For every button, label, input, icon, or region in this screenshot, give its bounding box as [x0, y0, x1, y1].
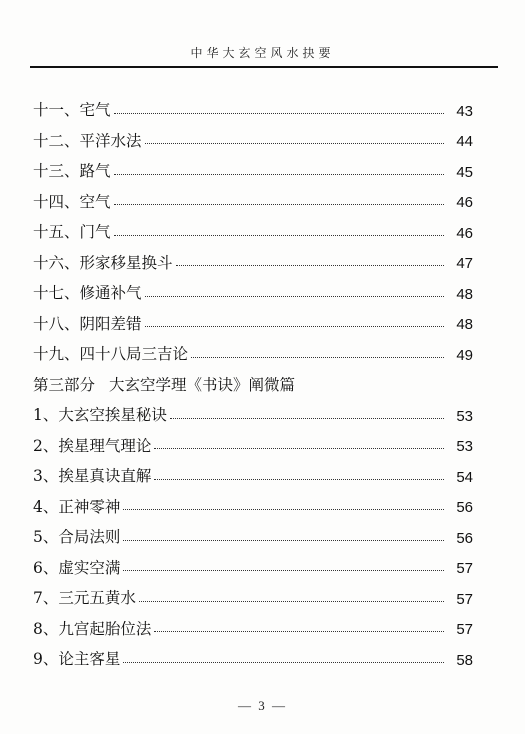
toc-entry — [33, 149, 473, 180]
toc-entry-title: 四十八局三吉论 — [79, 345, 189, 363]
toc-entry-page: 54 — [456, 468, 473, 486]
toc-entry-page: 56 — [456, 499, 473, 516]
toc-entry-title: 阴阳差错 — [79, 314, 142, 333]
toc-entry-title: 论主客星 — [58, 650, 121, 668]
toc-entry — [33, 88, 473, 119]
toc-entry-title: 路气 — [79, 162, 111, 180]
dot-leader — [114, 235, 444, 236]
section-label: 第三部分 — [33, 375, 96, 394]
dot-leader — [154, 448, 444, 449]
dot-leader — [154, 479, 444, 480]
toc-entry — [33, 637, 473, 668]
toc-entry-number: 1、 — [33, 406, 59, 424]
toc-entry-number: 5、 — [33, 528, 59, 546]
toc-entry-title: 挨星理气理论 — [58, 436, 152, 455]
toc-entry-number: 8、 — [33, 619, 59, 638]
toc-entry-page: 45 — [456, 163, 473, 181]
toc-entry-number: 十七、 — [33, 284, 80, 302]
toc-entry — [33, 515, 473, 546]
table-of-contents — [33, 88, 473, 668]
toc-entry-title: 空气 — [79, 192, 111, 211]
toc-entry-page: 47 — [456, 255, 473, 272]
toc-entry-number: 2、 — [33, 436, 59, 455]
dot-leader — [123, 570, 444, 571]
toc-entry-title: 修通补气 — [79, 284, 142, 302]
toc-entry-number: 十八、 — [33, 314, 80, 333]
toc-entry — [33, 607, 473, 638]
toc-entry-page: 56 — [456, 529, 473, 547]
toc-entry-title: 宅气 — [79, 101, 111, 119]
toc-entry — [33, 180, 473, 211]
toc-entry — [33, 302, 473, 333]
section-title: 大玄空学理《书诀》阐微篇 — [109, 375, 296, 394]
toc-entry-title: 正神零神 — [58, 497, 121, 516]
toc-entry — [33, 241, 473, 272]
toc-entry-number: 十六、 — [33, 253, 80, 272]
header-rule — [30, 66, 498, 68]
toc-entry-number: 十四、 — [33, 192, 80, 211]
dot-leader — [145, 143, 444, 144]
toc-entry-page: 57 — [456, 621, 473, 638]
toc-entry-number: 十一、 — [33, 101, 80, 119]
toc-entry — [33, 546, 473, 577]
toc-entry-title: 平洋水法 — [79, 131, 142, 150]
running-header: 中华大玄空风水抉要 — [190, 46, 335, 60]
dot-leader — [114, 113, 444, 114]
toc-entry — [33, 485, 473, 516]
dot-leader — [123, 662, 444, 663]
toc-entry — [33, 119, 473, 150]
toc-entry-number: 4、 — [33, 497, 59, 516]
toc-entry-title: 合局法则 — [58, 528, 121, 546]
toc-entry — [33, 210, 473, 241]
toc-entry-page: 53 — [456, 407, 473, 425]
toc-entry-title: 大玄空挨星秘诀 — [58, 406, 167, 424]
toc-entry — [33, 393, 473, 424]
toc-entry — [33, 576, 473, 607]
toc-entry-page: 57 — [456, 590, 473, 608]
dot-leader — [154, 631, 444, 632]
dot-leader — [176, 265, 444, 266]
toc-entry-title: 形家移星换斗 — [79, 253, 173, 272]
toc-entry-title: 三元五黄水 — [58, 589, 136, 607]
toc-entry-number: 十九、 — [33, 345, 80, 363]
toc-entry-title: 门气 — [79, 223, 111, 241]
toc-entry — [33, 424, 473, 455]
dot-leader — [145, 296, 444, 297]
toc-entry-page: 58 — [456, 651, 473, 669]
toc-entry-title: 虚实空满 — [58, 558, 121, 577]
dot-leader — [114, 204, 444, 205]
dot-leader — [114, 174, 444, 175]
toc-entry-page: 46 — [456, 224, 473, 242]
toc-entry-page: 44 — [456, 133, 473, 150]
dot-leader — [123, 540, 444, 541]
toc-entry-number: 十二、 — [33, 131, 80, 150]
toc-section-heading — [33, 363, 473, 394]
toc-entry-number: 6、 — [33, 558, 59, 577]
dot-leader — [170, 418, 444, 419]
toc-entry — [33, 332, 473, 363]
toc-entry-page: 46 — [456, 194, 473, 211]
toc-entry — [33, 271, 473, 302]
dot-leader — [123, 509, 444, 510]
toc-entry-title: 挨星真诀直解 — [58, 467, 152, 485]
page-number: — 3 — — [238, 698, 287, 713]
dot-leader — [191, 357, 444, 358]
toc-entry-number: 9、 — [33, 650, 59, 668]
toc-entry-number: 3、 — [33, 467, 59, 485]
dot-leader — [139, 601, 444, 602]
dot-leader — [145, 326, 444, 327]
toc-entry-number: 十五、 — [33, 223, 80, 241]
toc-entry-page: 48 — [456, 316, 473, 333]
toc-entry-page: 48 — [456, 285, 473, 303]
toc-entry-page: 43 — [456, 102, 473, 120]
toc-entry-page: 57 — [456, 560, 473, 577]
toc-entry-number: 十三、 — [33, 162, 80, 180]
toc-entry — [33, 454, 473, 485]
toc-entry-number: 7、 — [33, 589, 59, 607]
toc-entry-page: 53 — [456, 438, 473, 455]
toc-entry-page: 49 — [456, 346, 473, 364]
toc-entry-title: 九宫起胎位法 — [58, 619, 152, 638]
